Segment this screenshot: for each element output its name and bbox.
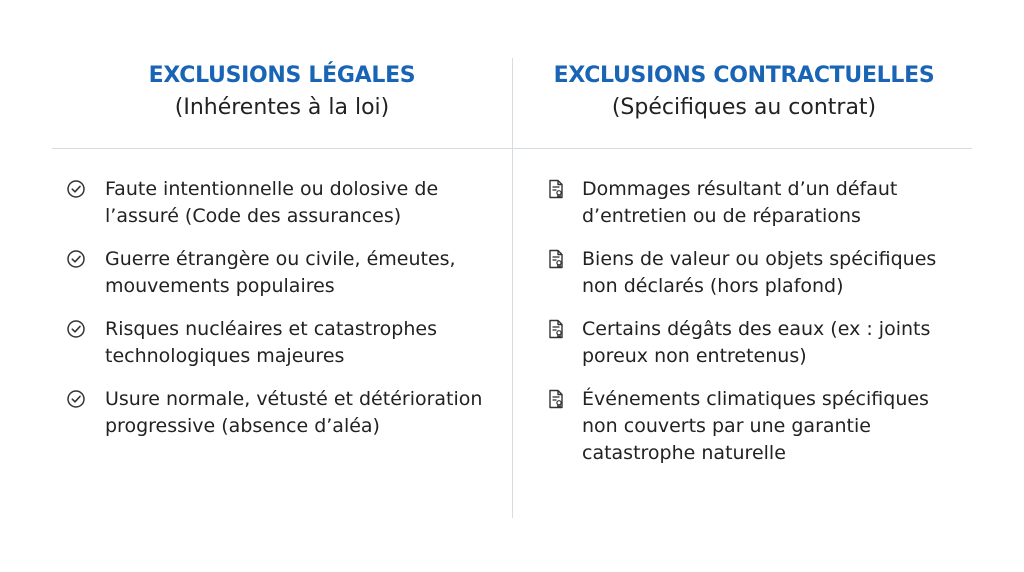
- check-circle-icon: [64, 387, 88, 411]
- contractual-exclusions-list: [544, 176, 964, 483]
- contract-document-icon: [544, 317, 568, 341]
- list-item: [64, 386, 494, 440]
- list-item-text: Faute intentionnelle ou dolosive de l’assuré (Code des assurances): [105, 178, 439, 227]
- list-item: [544, 246, 964, 300]
- list-item: [64, 316, 494, 370]
- header-divider: [52, 148, 972, 149]
- legal-exclusions-header: [52, 60, 512, 124]
- contractual-exclusions-header: [514, 60, 974, 124]
- column-divider: [512, 58, 513, 518]
- contractual-exclusions-title: EXCLUSIONS CONTRACTUELLES: [553, 63, 935, 88]
- list-item-text: Guerre étrangère ou civile, émeutes, mouvements populaires: [105, 248, 456, 297]
- legal-exclusions-list: [64, 176, 494, 456]
- contract-document-icon: [544, 247, 568, 271]
- list-item-text: Événements climatiques spécifiques non couverts par une garantie catastrophe naturelle: [582, 388, 929, 464]
- legal-exclusions-subtitle: (Inhérentes à la loi): [174, 95, 390, 120]
- check-circle-icon: [64, 177, 88, 201]
- contract-document-icon: [544, 177, 568, 201]
- list-item: [544, 176, 964, 230]
- list-item-text: Biens de valeur ou objets spécifiques non déclarés (hors plafond): [582, 248, 937, 297]
- list-item-text: Certains dégâts des eaux (ex : joints poreux non entretenus): [582, 318, 931, 367]
- list-item: [544, 316, 964, 370]
- list-item-text: Usure normale, vétusté et détérioration progressive (absence d’aléa): [105, 388, 483, 437]
- contractual-exclusions-subtitle: (Spécifiques au contrat): [611, 95, 877, 120]
- contract-document-icon: [544, 387, 568, 411]
- check-circle-icon: [64, 247, 88, 271]
- list-item-text: Risques nucléaires et catastrophes technologiques majeures: [105, 318, 437, 367]
- list-item-text: Dommages résultant d’un défaut d’entretien ou de réparations: [582, 178, 898, 227]
- check-circle-icon: [64, 317, 88, 341]
- list-item: [544, 386, 964, 467]
- list-item: [64, 246, 494, 300]
- legal-exclusions-title: EXCLUSIONS LÉGALES: [148, 63, 416, 88]
- list-item: [64, 176, 494, 230]
